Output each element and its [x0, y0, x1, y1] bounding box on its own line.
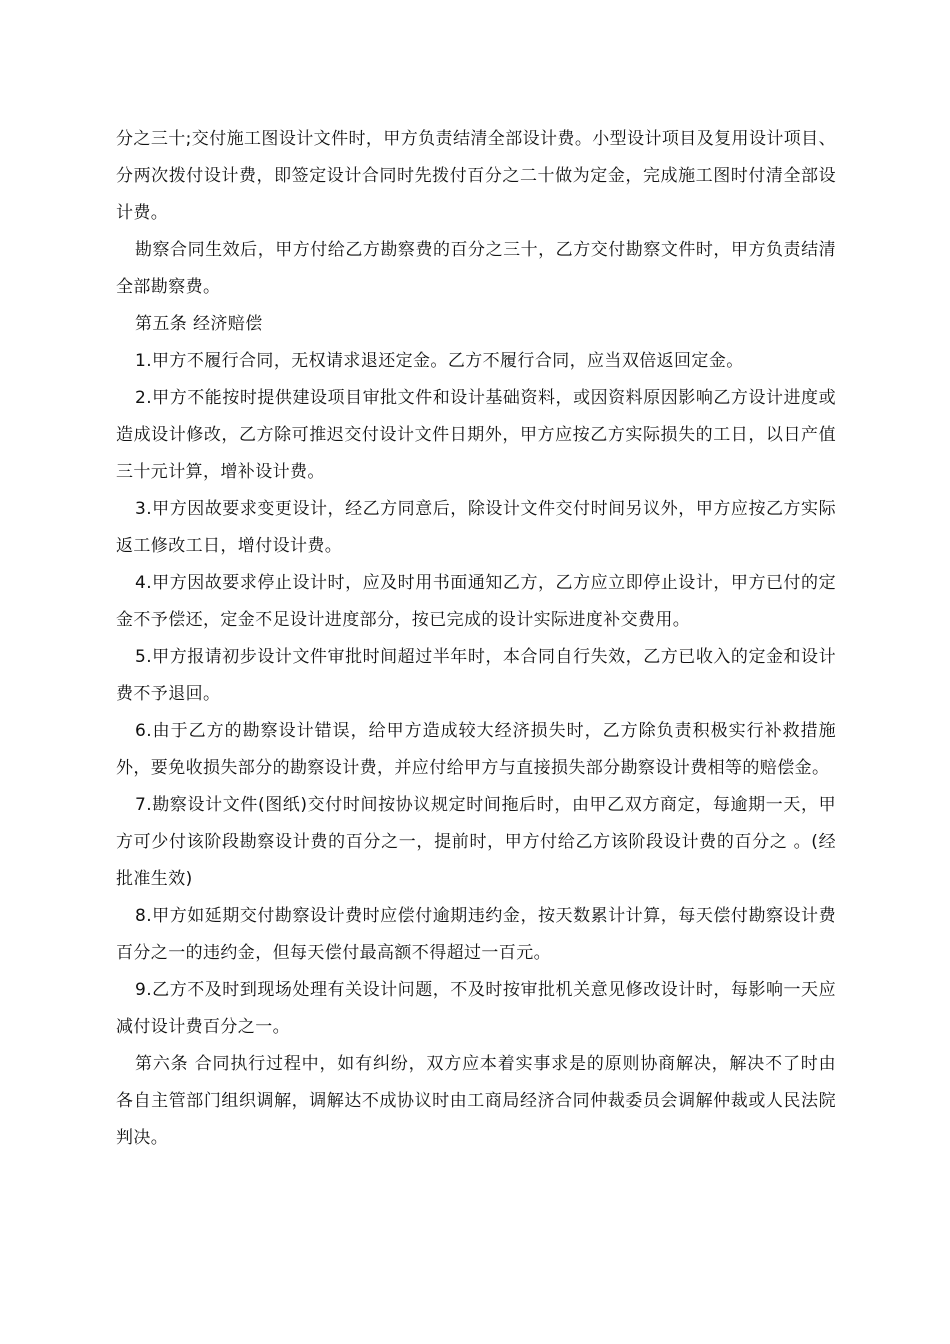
paragraph-survey-fee: 勘察合同生效后，甲方付给乙方勘察费的百分之三十，乙方交付勘察文件时，甲方负责结清全部勘察费。	[116, 240, 836, 297]
article-6: 第六条 合同执行过程中，如有纠纷，双方应本着实事求是的原则协商解决，解决不了时由各自主管部门组织调解，调解达不成协议时由工商局经济合同仲裁委员会调解仲裁或人民法院判决。	[116, 1054, 836, 1148]
clause-4: 4.甲方因故要求停止设计时，应及时用书面通知乙方，乙方应立即停止设计，甲方已付的定金不予偿还，定金不足设计进度部分，按已完成的设计实际进度补交费用。	[116, 573, 836, 630]
document-body	[116, 121, 836, 1157]
clause-2: 2.甲方不能按时提供建设项目审批文件和设计基础资料，或因资料原因影响乙方设计进度或造成设计修改，乙方除可推迟交付设计文件日期外，甲方应按乙方实际损失的工日，以日产值三十元计算，增补设计费。	[116, 388, 836, 482]
clause-8: 8.甲方如延期交付勘察设计费时应偿付逾期违约金，按天数累计计算，每天偿付勘察设计费百分之一的违约金，但每天偿付最高额不得超过一百元。	[116, 906, 836, 963]
article-5-heading: 第五条 经济赔偿	[135, 314, 263, 334]
clause-3: 3.甲方因故要求变更设计，经乙方同意后，除设计文件交付时间另议外，甲方应按乙方实际返工修改工日，增付设计费。	[116, 499, 836, 556]
clause-9: 9.乙方不及时到现场处理有关设计问题，不及时按审批机关意见修改设计时，每影响一天应减付设计费百分之一。	[116, 980, 836, 1037]
clause-5: 5.甲方报请初步设计文件审批时间超过半年时，本合同自行失效，乙方已收入的定金和设计费不予退回。	[116, 647, 836, 704]
clause-6: 6.由于乙方的勘察设计错误，给甲方造成较大经济损失时，乙方除负责积极实行补救措施外，要免收损失部分的勘察设计费，并应付给甲方与直接损失部分勘察设计费相等的赔偿金。	[116, 721, 836, 778]
clause-7: 7.勘察设计文件(图纸)交付时间按协议规定时间拖后时，由甲乙双方商定，每逾期一天，甲方可少付该阶段勘察设计费的百分之一，提前时，甲方付给乙方该阶段设计费的百分之 。(经批准生效)	[116, 795, 836, 889]
paragraph-continued: 分之三十;交付施工图设计文件时，甲方负责结清全部设计费。小型设计项目及复用设计项目、分两次拨付设计费，即签定设计合同时先拨付百分之二十做为定金，完成施工图时付清全部设计费。	[116, 129, 836, 223]
clause-1: 1.甲方不履行合同，无权请求退还定金。乙方不履行合同，应当双倍返回定金。	[135, 351, 744, 371]
